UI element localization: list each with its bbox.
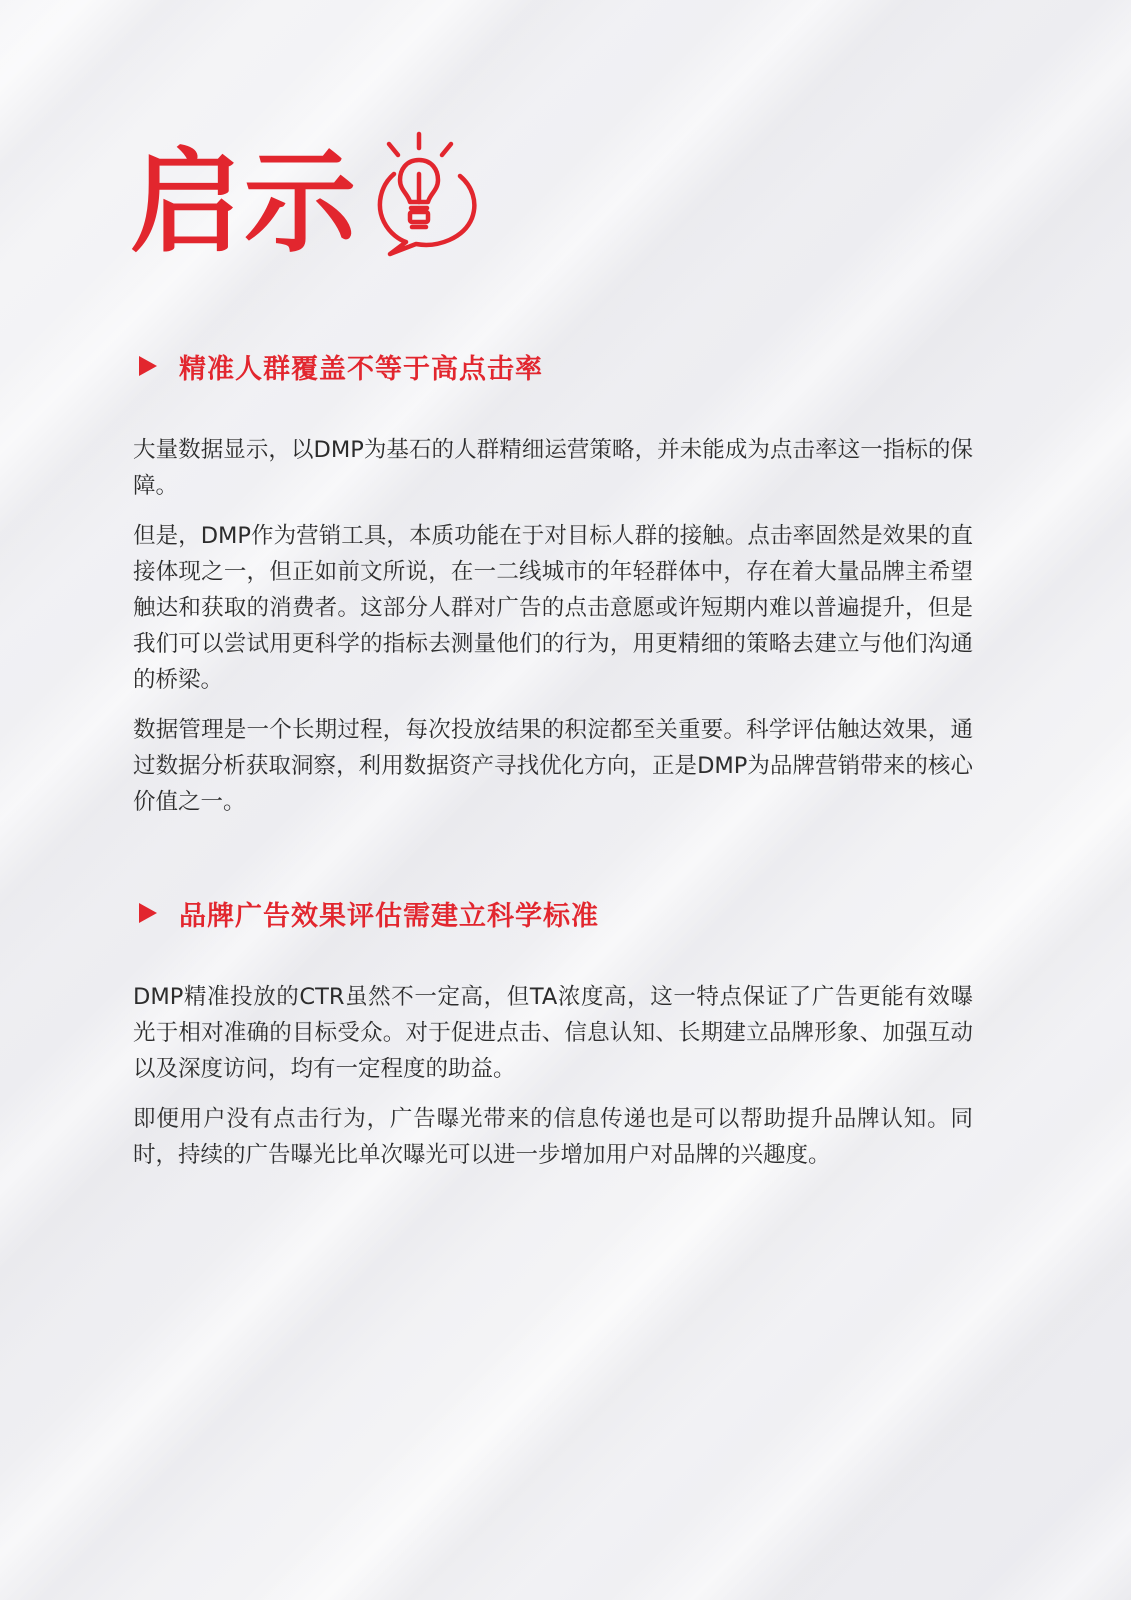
section-precise-targeting [133,346,973,820]
page-title: 启示 [130,138,358,268]
triangle-bullet-icon [139,356,157,376]
paragraph: 即便用户没有点击行为，广告曝光带来的信息传递也是可以帮助提升品牌认知。同时，持续的广告曝光比单次曝光可以进一步增加用户对品牌的兴趣度。 [133,1106,973,1168]
section-body [133,432,973,820]
paragraph: DMP精准投放的CTR虽然不一定高，但TA浓度高，这一特点保证了广告更能有效曝光于相对准确的目标受众。对于促进点击、信息认知、长期建立品牌形象、加强互动以及深度访问，均有一定程度的助益。 [133,984,973,1082]
paragraph: 但是，DMP作为营销工具，本质功能在于对目标人群的接触。点击率固然是效果的直接体现之一，但正如前文所说，在一二线城市的年轻群体中，存在着大量品牌主希望触达和获取的消费者。这部分人群对广告的点击意愿或许短期内难以普遍提升，但是我们可以尝试用更科学的指标去测量他们的行为，用更精细的策略去建立与他们沟通的桥梁。 [133,523,973,693]
lightbulb-speech-bubble-icon [372,130,482,258]
section-title: 精准人群覆盖不等于高点击率 [179,353,543,385]
triangle-bullet-icon [139,903,157,923]
section-heading [133,893,973,933]
paragraph: 大量数据显示，以DMP为基石的人群精细运营策略，并未能成为点击率这一指标的保障。 [133,437,973,499]
section-body [133,979,973,1173]
section-heading [133,346,973,386]
section-brand-ad-evaluation [133,893,973,1173]
paragraph: 数据管理是一个长期过程，每次投放结果的积淀都至关重要。科学评估触达效果，通过数据分析获取洞察，利用数据资产寻找优化方向，正是DMP为品牌营销带来的核心价值之一。 [133,717,973,815]
page-title-row [130,138,358,268]
section-title: 品牌广告效果评估需建立科学标准 [179,900,599,932]
